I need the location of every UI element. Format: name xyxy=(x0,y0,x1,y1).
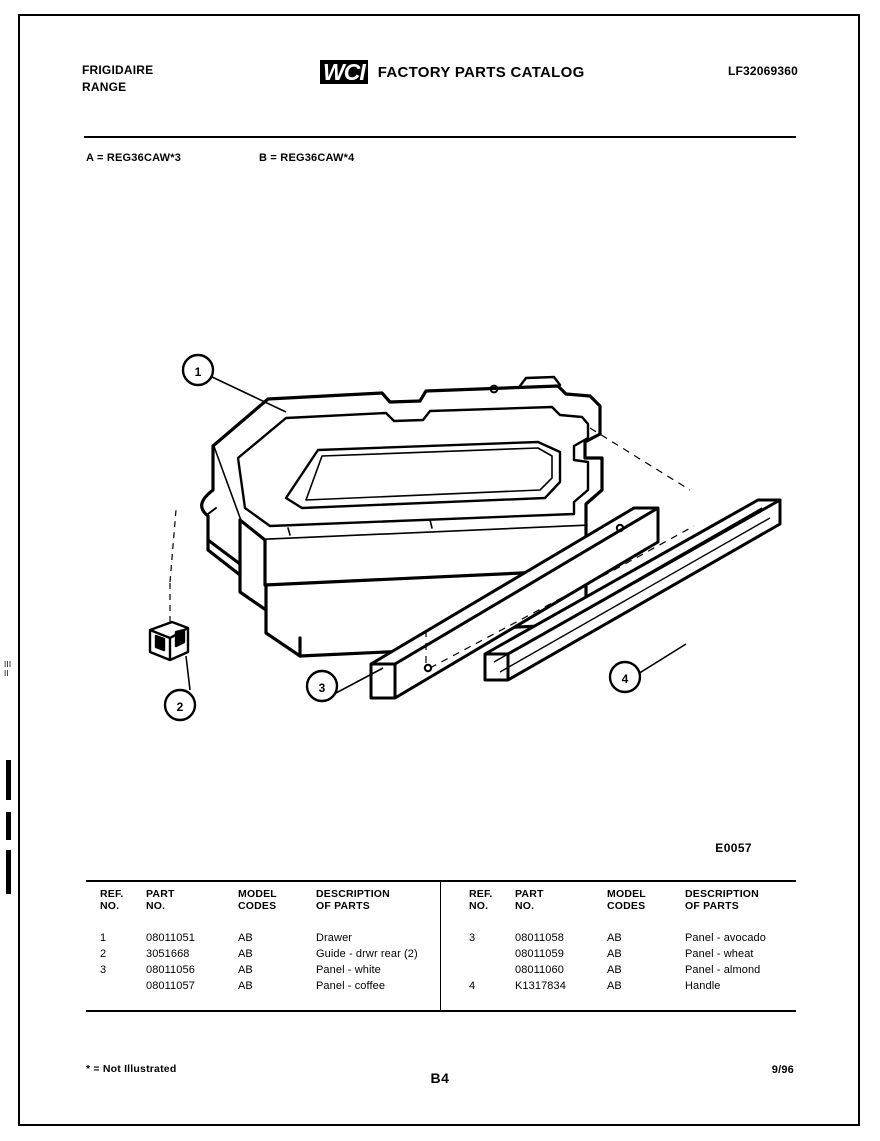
table-left-half xyxy=(86,882,441,1010)
header-ref xyxy=(455,882,515,916)
cell-description: Panel - wheat xyxy=(685,948,754,960)
catalog-title-block xyxy=(320,60,585,84)
cell-model: AB xyxy=(238,964,253,976)
margin-artifact-text: I I I I I xyxy=(4,660,11,678)
cell-part: 3051668 xyxy=(146,948,190,960)
cell-ref: 4 xyxy=(469,980,476,992)
cell-part: 08011056 xyxy=(146,964,195,976)
cell-part: 08011059 xyxy=(515,948,564,960)
cell-description: Panel - avocado xyxy=(685,932,766,944)
cell-part: 08011051 xyxy=(146,932,195,944)
header-part-line2: NO. xyxy=(146,900,166,912)
cell-ref xyxy=(86,978,146,994)
cell-model: AB xyxy=(607,932,622,944)
model-legend-b: B = REG36CAW*4 xyxy=(259,152,355,164)
cell-model: AB xyxy=(238,932,253,944)
callout-3: 3 xyxy=(318,681,326,695)
cell-ref xyxy=(455,946,515,962)
table-row xyxy=(455,930,796,946)
spacer xyxy=(455,994,796,1010)
figure-code: E0057 xyxy=(715,841,752,855)
table-body xyxy=(86,882,796,1010)
document-number: LF32069360 xyxy=(727,64,798,78)
brand-name: FRIGIDAIRE xyxy=(82,63,154,77)
cell-model: AB xyxy=(607,964,622,976)
parts-table xyxy=(86,880,796,1012)
header-divider xyxy=(84,136,796,138)
catalog-label: FACTORY PARTS CATALOG xyxy=(377,63,585,81)
wci-logo: WCI xyxy=(320,60,368,84)
model-legend xyxy=(86,152,354,164)
header-desc-line2: OF PARTS xyxy=(685,900,739,912)
cell-part: 08011057 xyxy=(146,980,195,992)
footnote: * = Not Illustrated xyxy=(86,1063,177,1075)
cell-part: 08011060 xyxy=(515,964,564,976)
header-model-line2: CODES xyxy=(607,900,646,912)
header-model xyxy=(607,882,685,916)
spacer xyxy=(86,994,440,1010)
parts-illustration xyxy=(90,190,800,810)
product-category: RANGE xyxy=(82,80,127,94)
spacer xyxy=(455,916,796,930)
table-row xyxy=(455,946,796,962)
cell-ref: 3 xyxy=(469,932,476,944)
header-description xyxy=(685,882,796,916)
header-model-line1: MODEL xyxy=(238,888,277,900)
header-part-line2: NO. xyxy=(515,900,535,912)
cell-description: Panel - coffee xyxy=(316,980,386,992)
cell-model: AB xyxy=(607,948,622,960)
header-part xyxy=(146,882,238,916)
header-model xyxy=(238,882,316,916)
header-ref-line1: REF. xyxy=(469,888,493,900)
table-right-half xyxy=(441,882,796,1010)
margin-artifact-bar-3 xyxy=(6,850,11,894)
header-ref-line1: REF. xyxy=(100,888,124,900)
cell-ref xyxy=(455,962,515,978)
table-row xyxy=(86,930,440,946)
header-description xyxy=(316,882,440,916)
margin-artifact-bar-1 xyxy=(6,760,11,800)
cell-part: 08011058 xyxy=(515,932,564,944)
cell-description: Guide - drwr rear (2) xyxy=(316,948,418,960)
spacer xyxy=(86,916,440,930)
cell-description: Panel - white xyxy=(316,964,381,976)
header-desc-line2: OF PARTS xyxy=(316,900,370,912)
page-number: B4 xyxy=(430,1070,450,1086)
revision-date: 9/96 xyxy=(771,1064,794,1076)
table-row xyxy=(86,946,440,962)
cell-ref: 1 xyxy=(100,932,107,944)
header-desc-line1: DESCRIPTION xyxy=(685,888,759,900)
cell-description: Panel - almond xyxy=(685,964,761,976)
table-header-row xyxy=(86,882,440,916)
header-ref-line2: NO. xyxy=(100,900,120,912)
header-desc-line1: DESCRIPTION xyxy=(316,888,390,900)
header-ref xyxy=(86,882,146,916)
header-part xyxy=(515,882,607,916)
cell-ref: 2 xyxy=(100,948,107,960)
table-row xyxy=(455,978,796,994)
header-part-line1: PART xyxy=(146,888,175,900)
header-part-line1: PART xyxy=(515,888,544,900)
table-row xyxy=(455,962,796,978)
header-ref-line2: NO. xyxy=(469,900,489,912)
callout-4: 4 xyxy=(621,672,629,686)
cell-model: AB xyxy=(238,948,253,960)
callout-1: 1 xyxy=(194,365,202,379)
cell-model: AB xyxy=(607,980,622,992)
header-model-line2: CODES xyxy=(238,900,277,912)
model-legend-a: A = REG36CAW*3 xyxy=(86,152,182,164)
cell-part: K1317834 xyxy=(515,980,566,992)
table-header-row xyxy=(455,882,796,916)
table-row xyxy=(86,962,440,978)
margin-artifact-bar-2 xyxy=(6,812,11,840)
cell-model: AB xyxy=(238,980,253,992)
brand-block xyxy=(82,62,153,96)
cell-description: Handle xyxy=(685,980,721,992)
table-row xyxy=(86,978,440,994)
table-bottom-rule xyxy=(86,1010,796,1012)
callout-2: 2 xyxy=(176,700,184,714)
cell-ref: 3 xyxy=(100,964,107,976)
cell-description: Drawer xyxy=(316,932,353,944)
header-model-line1: MODEL xyxy=(607,888,646,900)
